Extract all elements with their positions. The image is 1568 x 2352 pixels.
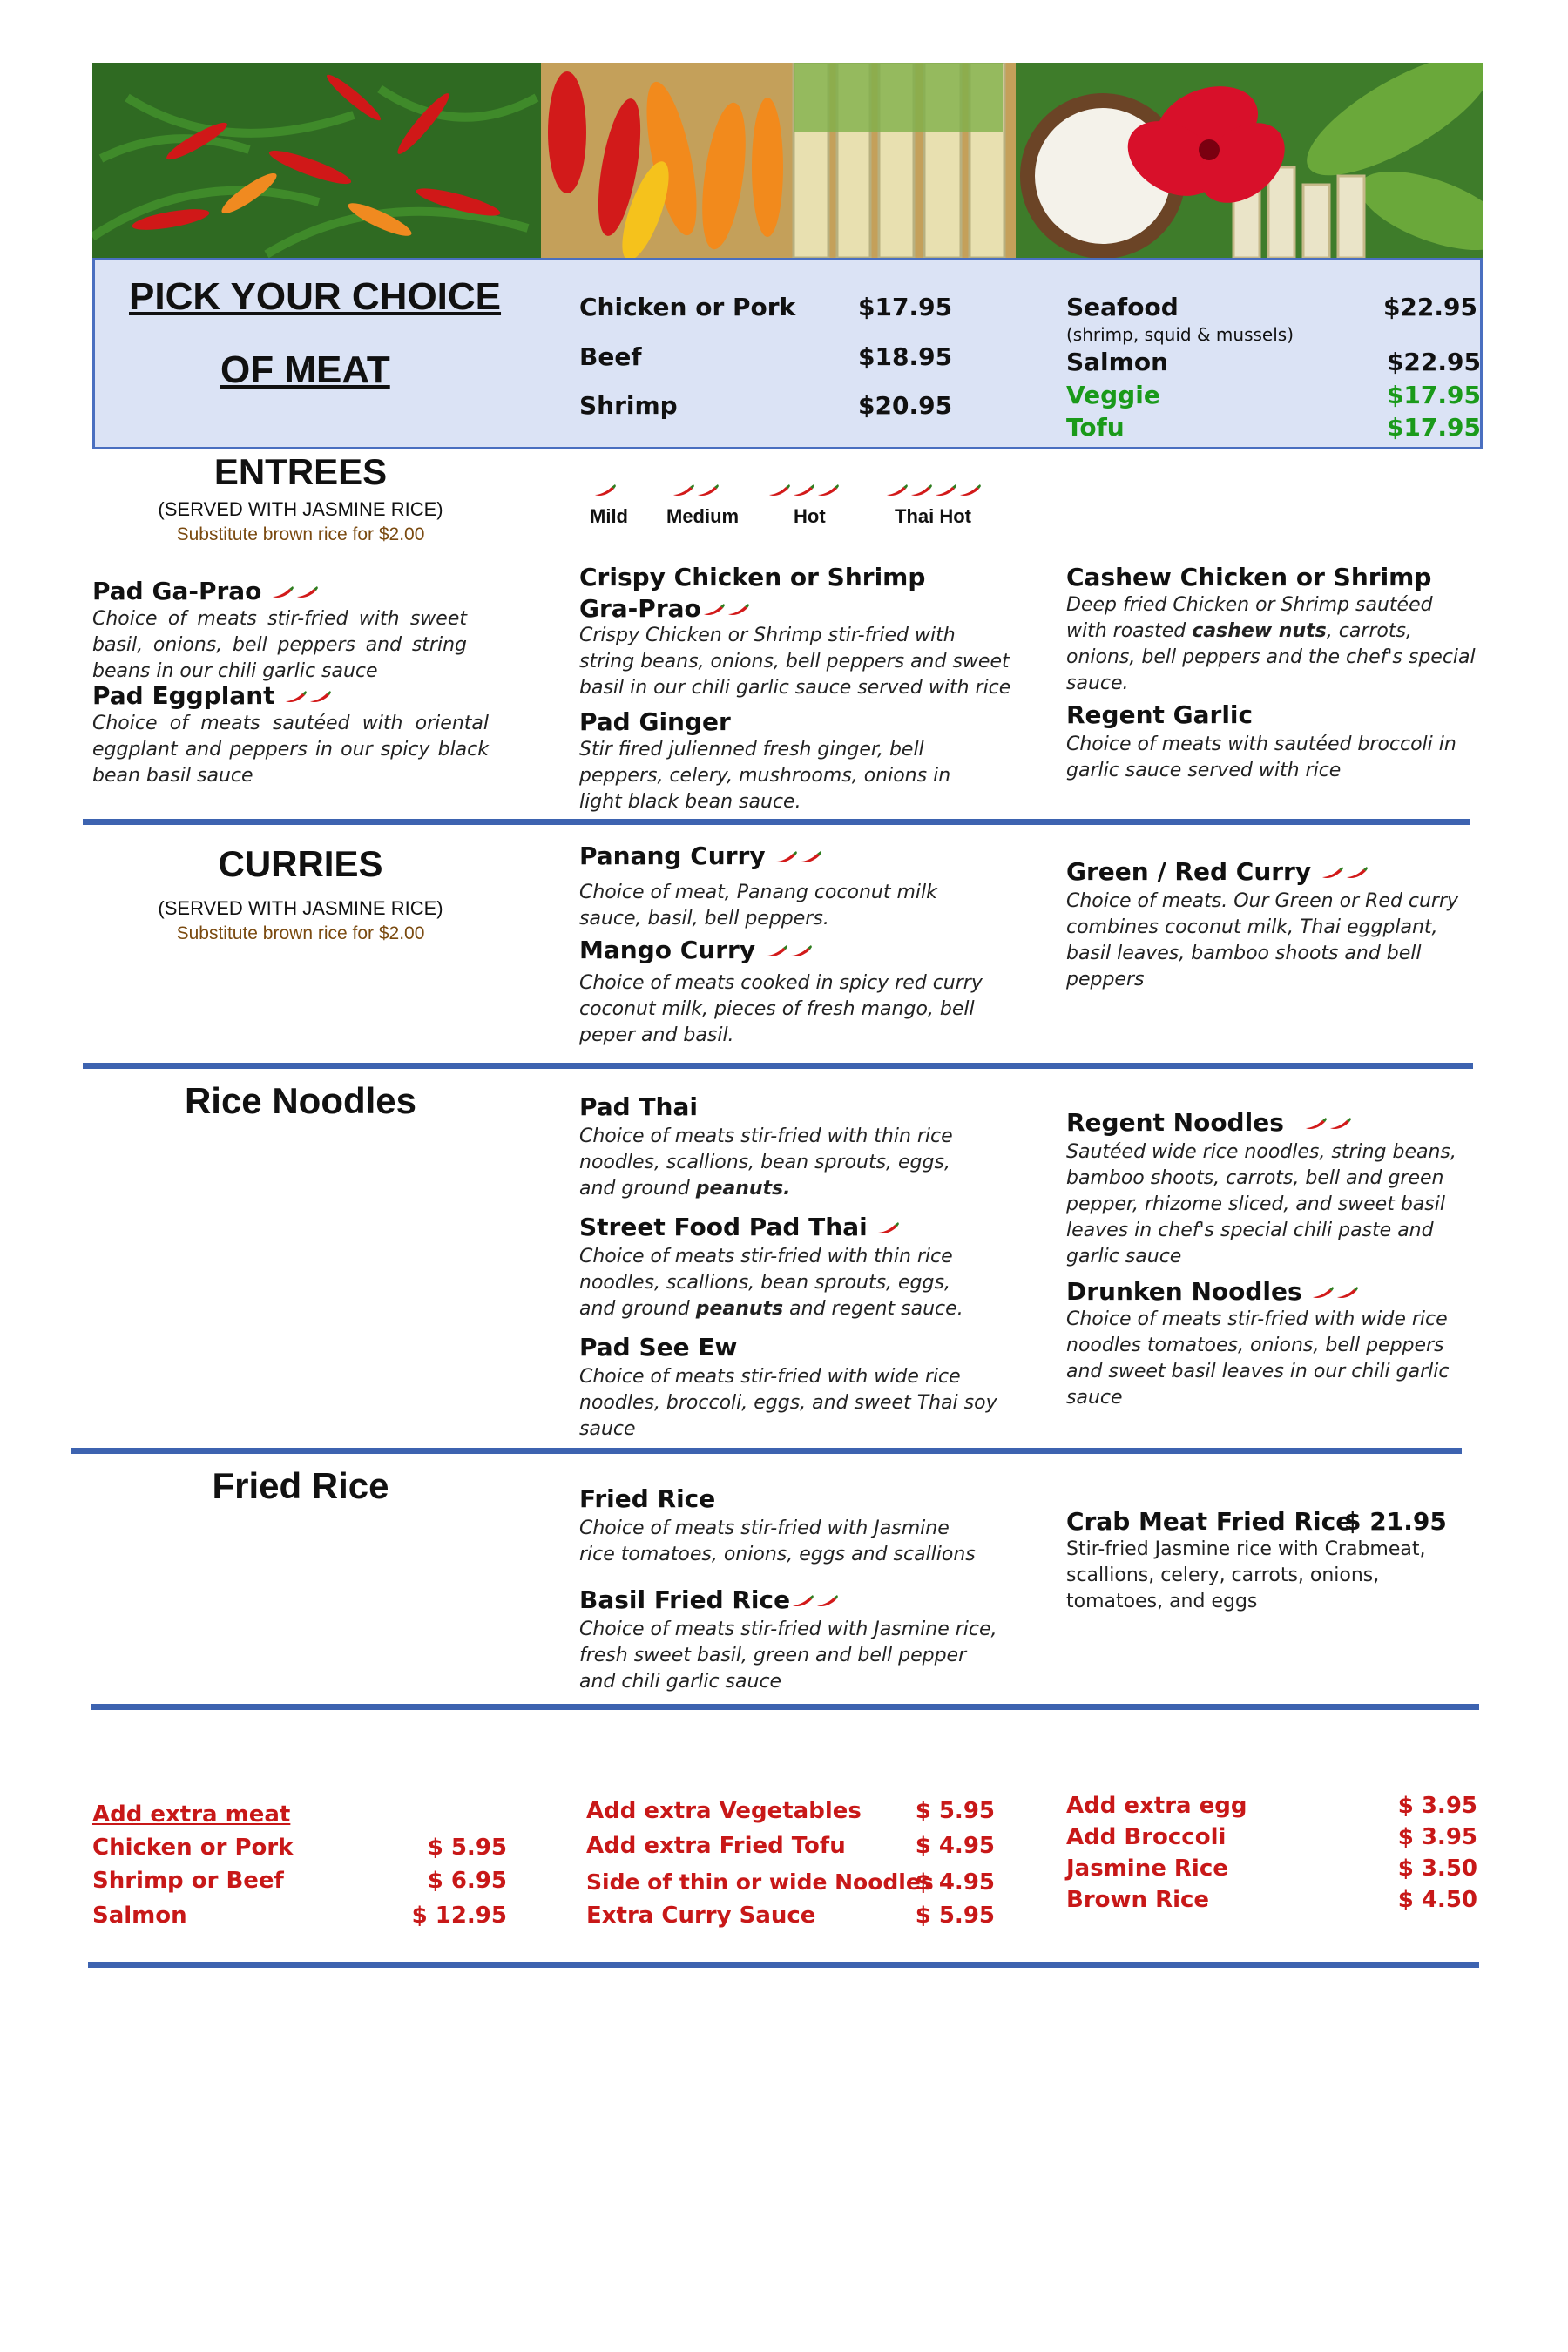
chili-pepper-icon (764, 936, 813, 964)
dish-name: Regent Noodles (1066, 1108, 1284, 1137)
dish-desc: Choice of meats. Our Green or Red curry combines coconut milk, Thai eggplant, basil leaves, bamboo shoots and bell peppers (1066, 890, 1459, 990)
meat-name-beef: Beef (579, 342, 642, 371)
dish-cashew-chicken: Cashew Chicken or Shrimp (1066, 563, 1432, 591)
extra-name: Chicken or Pork (92, 1835, 294, 1861)
desc-text: , carrots, onions, bell peppers and the chef's special sauce. (1066, 620, 1476, 694)
dish-pad-ga-prao (92, 577, 319, 605)
dish-price: $ 21.95 (1344, 1507, 1447, 1536)
dish-street-food-pad-thai (579, 1213, 900, 1241)
dish-desc: Choice of meats stir-fried with sweet basil, onions, bell peppers and string beans in our chili garlic sauce (92, 608, 467, 682)
meat-price-beef: $18.95 (858, 342, 953, 371)
dish-panang-curry (579, 841, 822, 870)
chili-pepper-icon (790, 1585, 839, 1614)
meat-price-chicken-pork: $17.95 (858, 293, 953, 321)
desc-text: Deep fried Chicken or Shrimp sautéed with roasted (1066, 594, 1433, 642)
heat-legend (575, 481, 1028, 533)
section-divider (88, 1962, 1479, 1968)
chili-pepper-icon (884, 481, 982, 497)
banner-photo-coconut-hibiscus (1016, 63, 1483, 258)
section-divider (71, 1448, 1462, 1454)
banner-photo-chilies (92, 63, 541, 258)
meat-name-tofu: Tofu (1066, 413, 1125, 442)
extra-price: $ 3.95 (1397, 1824, 1477, 1850)
dish-pad-see-ew: Pad See Ew (579, 1333, 738, 1362)
meat-name-salmon: Salmon (1066, 348, 1169, 376)
extra-price: $ 6.95 (427, 1868, 507, 1894)
dish-pad-ginger: Pad Ginger (579, 707, 731, 736)
dish-desc: Choice of meats stir-fried with wide rice noodles tomatoes, onions, bell peppers and sweet basil leaves in our chili garlic sauce (1066, 1308, 1450, 1409)
dish-basil-fried-rice (579, 1585, 839, 1614)
extra-price: $ 4.95 (915, 1869, 995, 1896)
dish-desc: Choice of meats stir-fried with Jasmine rice, fresh sweet basil, green and bell pepper and chili garlic sauce (579, 1619, 997, 1693)
dish-name: Street Food Pad Thai (579, 1213, 868, 1241)
noodles-title: Rice Noodles (184, 1080, 417, 1121)
chili-pepper-icon (671, 481, 720, 497)
dish-desc (579, 1244, 989, 1322)
meat-price-veggie: $17.95 (1386, 381, 1481, 409)
extra-price: $ 5.95 (427, 1835, 507, 1861)
dish-mango-curry (579, 936, 813, 964)
chili-pepper-icon (283, 681, 332, 710)
dish-name: Green / Red Curry (1066, 857, 1312, 886)
dish-drunken-noodles (1066, 1277, 1359, 1306)
dish-regent-garlic: Regent Garlic (1066, 700, 1254, 729)
dish-name: Mango Curry (579, 936, 756, 964)
meat-price-seafood: $22.95 (1382, 293, 1477, 321)
extra-price: $ 4.50 (1397, 1887, 1477, 1913)
extra-price: $ 3.95 (1397, 1793, 1477, 1819)
curries-served: (SERVED WITH JASMINE RICE) (158, 897, 443, 919)
dish-name: Pad Eggplant (92, 681, 275, 710)
meat-price-tofu: $17.95 (1386, 413, 1481, 442)
dish-desc (579, 1124, 989, 1202)
extra-price: $ 5.95 (915, 1798, 995, 1824)
extra-price: $ 3.50 (1397, 1855, 1477, 1882)
extra-price: $ 4.95 (915, 1833, 995, 1859)
dish-desc: Choice of meats cooked in spicy red curry coconut milk, pieces of fresh mango, bell peper and basil. (579, 972, 983, 1046)
chili-pepper-icon (1303, 1108, 1352, 1137)
section-divider (83, 1063, 1473, 1069)
dish-pad-thai: Pad Thai (579, 1092, 698, 1121)
dish-desc: Crispy Chicken or Shrimp stir-fried with string beans, onions, bell peppers and sweet basil in our chili garlic sauce served with rice (579, 625, 1011, 699)
extra-name: Add extra Vegetables (586, 1798, 862, 1824)
meat-name-chicken-pork: Chicken or Pork (579, 293, 796, 321)
dish-desc: Choice of meat, Panang coconut milk sauce, basil, bell peppers. (579, 882, 937, 929)
desc-text: Choice of meats stir-fried with thin rice noodles, scallions, bean sprouts, eggs, and ground (579, 1125, 953, 1200)
dish-green-red-curry (1066, 857, 1369, 886)
curries-substitute: Substitute brown rice for $2.00 (176, 923, 425, 943)
meat-price-shrimp: $20.95 (858, 391, 953, 420)
desc-text: and regent sauce. (783, 1298, 963, 1320)
dish-crab-meat-fried-rice: Crab Meat Fried Rice (1066, 1507, 1353, 1536)
friedrice-title: Fried Rice (212, 1465, 389, 1506)
dish-desc: Choice of meats with sautéed broccoli in garlic sauce served with rice (1066, 733, 1456, 781)
chili-pepper-icon (875, 1213, 900, 1241)
desc-bold: cashew nuts (1192, 620, 1327, 642)
dish-fried-rice: Fried Rice (579, 1484, 716, 1513)
dish-name: Panang Curry (579, 841, 766, 870)
meat-price-salmon: $22.95 (1386, 348, 1481, 376)
heat-label-medium: Medium (666, 505, 740, 527)
chili-pepper-icon (592, 481, 617, 497)
meat-name-shrimp: Shrimp (579, 391, 678, 420)
dish-name: Basil Fried Rice (579, 1585, 791, 1614)
banner-photo-peppers-lemongrass (541, 63, 1016, 258)
extra-name: Extra Curry Sauce (586, 1903, 816, 1929)
extra-name: Side of thin or wide Noodles (586, 1869, 934, 1895)
extra-name: Add Broccoli (1066, 1824, 1227, 1850)
dish-name: Drunken Noodles (1066, 1277, 1302, 1306)
meat-name-seafood: Seafood (1066, 293, 1179, 321)
extras-heading: Add extra meat (92, 1801, 291, 1828)
desc-bold: peanuts (695, 1298, 784, 1320)
curries-title: CURRIES (218, 843, 383, 884)
dish-crispy-chicken-title: Crispy Chicken or Shrimp (579, 563, 926, 591)
extra-name: Salmon (92, 1903, 187, 1929)
chili-pepper-icon (774, 841, 822, 870)
extra-name: Add extra egg (1066, 1793, 1247, 1819)
dish-name: Gra-Prao (579, 594, 701, 623)
meat-note-seafood: (shrimp, squid & mussels) (1066, 324, 1294, 345)
extra-name: Add extra Fried Tofu (586, 1833, 846, 1859)
heat-label-mild: Mild (590, 505, 628, 527)
dish-pad-eggplant (92, 681, 332, 710)
dish-regent-noodles (1066, 1108, 1352, 1137)
entrees-served: (SERVED WITH JASMINE RICE) (158, 498, 443, 520)
heat-label-hot: Hot (794, 505, 826, 527)
dish-desc: Choice of meats sautéed with oriental eggplant and peppers in our spicy black bean basil sauce (92, 713, 489, 787)
extra-name: Brown Rice (1066, 1887, 1210, 1913)
dish-crispy-chicken-gra-prao (579, 594, 750, 623)
dish-desc: Stir fired julienned fresh ginger, bell peppers, celery, mushrooms, onions in light black bean sauce. (579, 739, 951, 813)
dish-desc: Sautéed wide rice noodles, string beans, bamboo shoots, carrots, bell and green pepper, rhizome sliced, and sweet basil leaves in chef's special chili paste and garlic sauce (1066, 1141, 1456, 1267)
heat-label-thai-hot: Thai Hot (895, 505, 971, 527)
dish-desc: Choice of meats stir-fried with Jasmine rice tomatoes, onions, eggs and scallions (579, 1517, 976, 1565)
chili-pepper-icon (270, 577, 319, 605)
chili-pepper-icon (1310, 1277, 1359, 1306)
chili-pepper-icon (701, 594, 750, 623)
extra-price: $ 12.95 (411, 1903, 507, 1929)
dish-desc (1066, 592, 1476, 697)
extra-price: $ 5.95 (915, 1903, 995, 1929)
desc-text: Choice of meats stir-fried with thin rice noodles, scallions, bean sprouts, eggs, and ground (579, 1246, 953, 1320)
extra-name: Jasmine Rice (1066, 1855, 1228, 1882)
meat-name-veggie: Veggie (1066, 381, 1160, 409)
section-divider (91, 1704, 1479, 1710)
dish-desc: Choice of meats stir-fried with wide rice noodles, broccoli, eggs, and sweet Thai soy sauce (579, 1366, 997, 1440)
desc-bold: peanuts. (695, 1178, 791, 1200)
extra-name: Shrimp or Beef (92, 1868, 284, 1894)
meat-heading-line2: OF MEAT (220, 348, 390, 391)
entrees-substitute: Substitute brown rice for $2.00 (176, 524, 425, 544)
chili-pepper-icon (1320, 857, 1369, 886)
entrees-title: ENTREES (213, 451, 388, 492)
meat-heading-line1: PICK YOUR CHOICE (129, 275, 502, 318)
section-divider (83, 819, 1470, 825)
chili-pepper-icon (767, 481, 840, 497)
dish-name: Pad Ga-Prao (92, 577, 262, 605)
dish-desc: Stir-fried Jasmine rice with Crabmeat, scallions, celery, carrots, onions, tomatoes, and eggs (1066, 1538, 1426, 1612)
